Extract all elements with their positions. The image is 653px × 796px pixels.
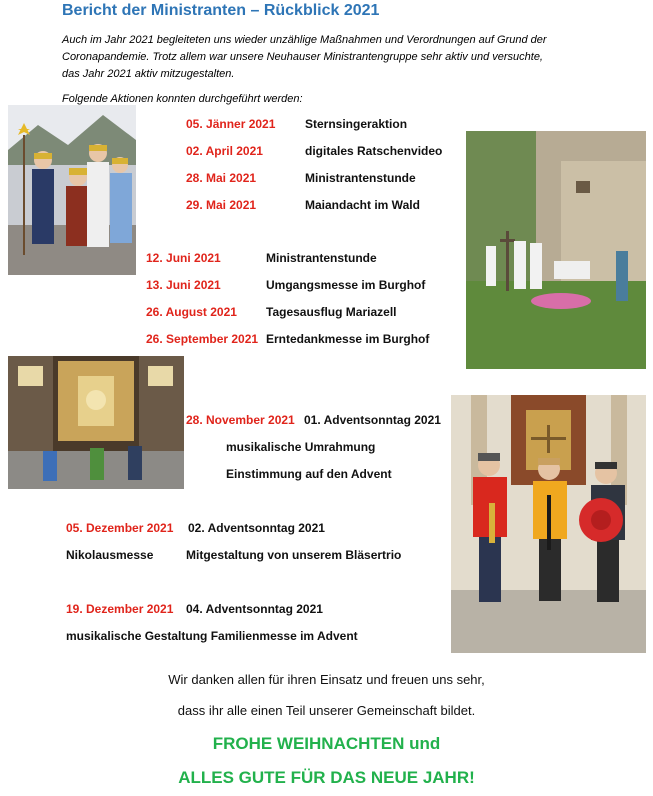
event-text: Sternsingeraktion xyxy=(305,117,408,131)
page-title: Bericht der Ministranten – Rückblick 2021 xyxy=(62,2,380,19)
event-date: 12. Juni 2021 xyxy=(146,251,221,265)
event-detail: Einstimmung auf den Advent xyxy=(226,467,392,481)
event-date: 28. Mai 2021 xyxy=(186,171,257,185)
event-date: 13. Juni 2021 xyxy=(146,278,221,292)
event-detail: musikalische Gestaltung Familienmesse im Advent xyxy=(66,629,358,643)
mariazell-interior-photo xyxy=(8,356,184,489)
event-text: 04. Adventsonntag 2021 xyxy=(186,602,323,616)
event-date: 19. Dezember 2021 xyxy=(66,602,174,616)
event-detail-label: Nikolausmesse xyxy=(66,548,154,562)
intro-line-1: Auch im Jahr 2021 begleiteten uns wieder unzählige Maßnahmen und Verordnungen auf Grund der xyxy=(62,34,547,46)
intro-line-2: Coronapandemie. Trotz allem war unsere Neuhauser Ministrantengruppe sehr aktiv und versuchte, xyxy=(62,51,543,63)
event-date: 29. Mai 2021 xyxy=(186,198,257,212)
event-text: Ministrantenstunde xyxy=(305,171,416,185)
event-text: Tagesausflug Mariazell xyxy=(266,305,397,319)
thanks-line-1: Wir danken allen für ihren Einsatz und freuen uns sehr, xyxy=(168,672,485,687)
event-date: 05. Dezember 2021 xyxy=(66,521,174,535)
event-date: 02. April 2021 xyxy=(186,144,263,158)
blaesertrio-photo xyxy=(451,395,646,653)
event-text: Maiandacht im Wald xyxy=(305,198,420,212)
event-date: 26. September 2021 xyxy=(146,332,259,346)
burghof-mass-photo xyxy=(466,131,646,369)
intro-lead: Folgende Aktionen konnten durchgeführt werden: xyxy=(62,93,303,105)
event-text: Erntedankmesse im Burghof xyxy=(266,332,430,346)
event-date: 28. November 2021 xyxy=(186,413,295,427)
intro-line-3: das Jahr 2021 aktiv mitzugestalten. xyxy=(62,68,235,80)
event-date: 05. Jänner 2021 xyxy=(186,117,276,131)
event-text: Ministrantenstunde xyxy=(266,251,377,265)
event-date: 26. August 2021 xyxy=(146,305,237,319)
event-text: digitales Ratschenvideo xyxy=(305,144,443,158)
event-text: Umgangsmesse im Burghof xyxy=(266,278,426,292)
greeting-line-2: ALLES GUTE FÜR DAS NEUE JAHR! xyxy=(178,768,475,787)
event-text: 02. Adventsonntag 2021 xyxy=(188,521,325,535)
event-text: 01. Adventsonntag 2021 xyxy=(304,413,441,427)
greeting-line-1: FROHE WEIHNACHTEN und xyxy=(212,734,441,753)
event-detail: musikalische Umrahmung xyxy=(226,440,376,454)
thanks-line-2: dass ihr alle einen Teil unserer Gemeinschaft bildet. xyxy=(177,703,476,718)
sternsinger-photo xyxy=(8,105,136,275)
event-detail: Mitgestaltung von unserem Bläsertrio xyxy=(186,548,402,562)
